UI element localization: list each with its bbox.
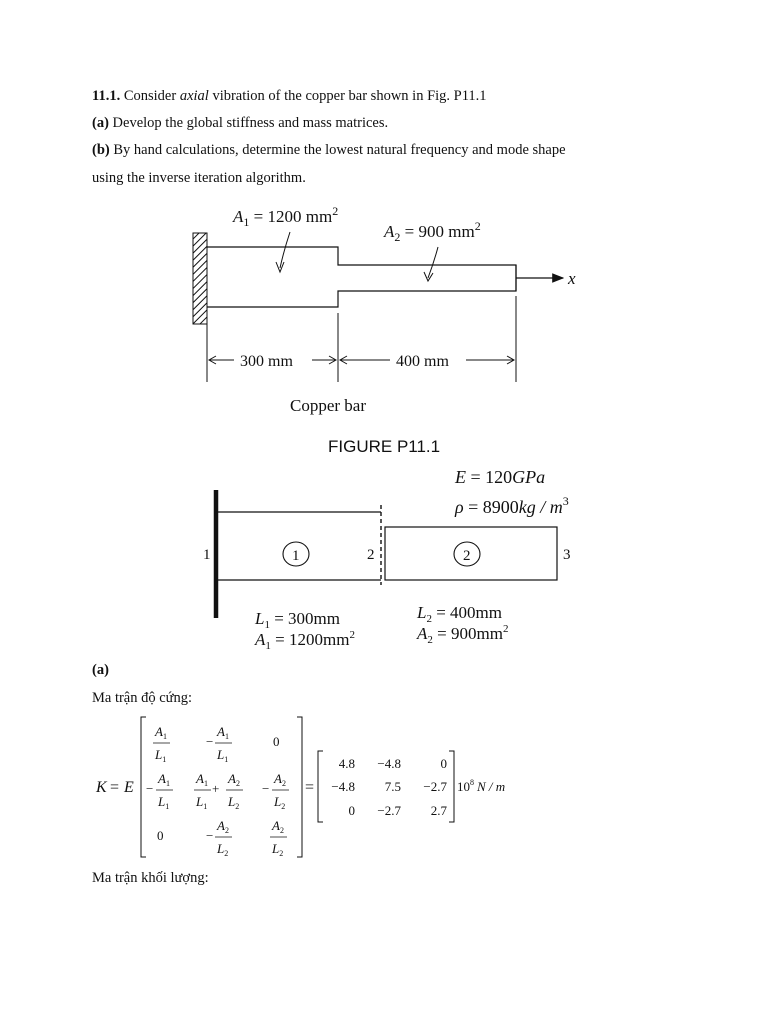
numeric-matrix-entries <box>331 756 447 818</box>
problem-text-pre: Consider <box>123 88 180 104</box>
problem-number: 11.1. <box>92 88 121 104</box>
node-2-label: 2 <box>367 547 375 563</box>
part-b-continuation: using the inverse iteration algorithm. <box>92 170 306 186</box>
svg-text:A2: $A_2$ <box>217 818 229 835</box>
k-lhs: K <box>96 779 107 796</box>
svg-text:A2: $A_2$ <box>272 818 284 835</box>
svg-text:−: − <box>262 781 270 796</box>
x-axis-label: x <box>568 269 576 288</box>
numeric-left-bracket <box>318 751 323 822</box>
svg-text:7.5: 7.5 <box>384 779 401 794</box>
eq-sign-2: = <box>305 779 315 796</box>
mass-heading: Ma trận khối lượng: <box>92 870 209 886</box>
svg-text:A1: $A_1$ <box>155 724 167 741</box>
element-2-number: 2 <box>463 548 471 564</box>
problem-line-1 <box>92 88 487 105</box>
svg-text:−2.7: −2.7 <box>377 803 401 818</box>
stiffness-heading: Ma trận độ cứng: <box>92 690 193 706</box>
numeric-right-bracket <box>449 751 454 822</box>
svg-text:0: 0 <box>348 803 355 818</box>
e-symbol: E <box>124 779 134 796</box>
a2-label: $A_2 = 900$ $mm^2$ <box>384 219 481 244</box>
a1-leader-arrow <box>280 232 290 268</box>
symbolic-right-bracket <box>297 717 302 857</box>
svg-text:L1: $L_1$ <box>155 747 167 764</box>
svg-text:A1: $A_1$ <box>196 771 208 788</box>
svg-text:L2: $L_2$ <box>274 794 286 811</box>
l2-label: $L_2 = 400mm$ <box>417 603 503 625</box>
figure-p11-1 <box>180 196 600 466</box>
svg-text:−: − <box>206 828 214 843</box>
svg-text:4.8: 4.8 <box>338 756 355 771</box>
stiffness-matrix-equation <box>90 712 540 864</box>
density: $\rho = 8900kg / m^3$ <box>455 494 569 517</box>
stepped-bar-outline <box>207 247 516 307</box>
svg-text:2.7: 2.7 <box>430 803 447 818</box>
svg-text:A1: $A_1$ <box>158 771 170 788</box>
svg-text:0: 0 <box>440 756 447 771</box>
element-1-number: 1 <box>292 548 300 564</box>
svg-text:0: 0 <box>157 828 164 843</box>
a1-prop-label: $A_1 = 1200mm^2$ <box>255 629 355 652</box>
problem-text-post: vibration of the copper bar shown in Fig. P11.1 <box>208 88 487 104</box>
node-1-label: 1 <box>203 547 211 563</box>
l1-label: $L_1 = 300mm$ <box>255 609 341 631</box>
svg-text:A2: $A_2$ <box>274 771 286 788</box>
dim-400-label: 400 mm <box>396 353 449 370</box>
fe-model-figure <box>195 462 615 662</box>
part-b-label: (b) <box>92 142 110 158</box>
svg-text:L2: $L_2$ <box>217 841 229 858</box>
a1-label: $A_1 = 1200$ $mm^2$ <box>233 204 339 229</box>
svg-text:0: 0 <box>273 734 280 749</box>
svg-text:−4.8: −4.8 <box>331 779 355 794</box>
svg-text:+: + <box>212 781 220 796</box>
part-b-line <box>92 142 566 159</box>
svg-text:L1: $L_1$ <box>158 794 170 811</box>
problem-text-em: axial <box>179 88 209 104</box>
svg-text:A2: $A_2$ <box>228 771 240 788</box>
svg-text:L2: $L_2$ <box>272 841 284 858</box>
svg-text:L1: $L_1$ <box>196 794 208 811</box>
node-3-label: 3 <box>563 547 571 563</box>
part-a-text: Develop the global stiffness and mass matrices. <box>108 115 389 131</box>
svg-text:−: − <box>146 781 154 796</box>
svg-text:−2.7: −2.7 <box>423 779 447 794</box>
svg-text:L2: $L_2$ <box>228 794 240 811</box>
solution-part-a: (a) <box>92 662 109 678</box>
part-a-label: (a) <box>92 115 109 131</box>
svg-text:A1: $A_1$ <box>217 724 229 741</box>
part-a-line <box>92 115 388 132</box>
figure-title: FIGURE P11.1 <box>328 437 441 456</box>
svg-text:L1: $L_1$ <box>217 747 229 764</box>
scale-factor: $10^8$ N / m <box>457 778 506 794</box>
svg-text:−: − <box>206 734 214 749</box>
part-b-text: By hand calculations, determine the lowest natural frequency and mode shape <box>109 142 566 158</box>
youngs-modulus: E = 120GPa <box>455 467 546 487</box>
element-1-outline <box>218 512 381 580</box>
figure-caption: Copper bar <box>290 396 367 415</box>
fixed-wall-hatch <box>193 233 207 324</box>
element-2-outline <box>385 527 557 580</box>
dim-300-label: 300 mm <box>240 353 293 370</box>
symbolic-matrix-entries <box>146 724 289 858</box>
eq-sign-1: = <box>110 779 120 796</box>
a2-prop-label: $A_2 = 900mm^2$ <box>417 623 509 646</box>
svg-text:−4.8: −4.8 <box>377 756 401 771</box>
